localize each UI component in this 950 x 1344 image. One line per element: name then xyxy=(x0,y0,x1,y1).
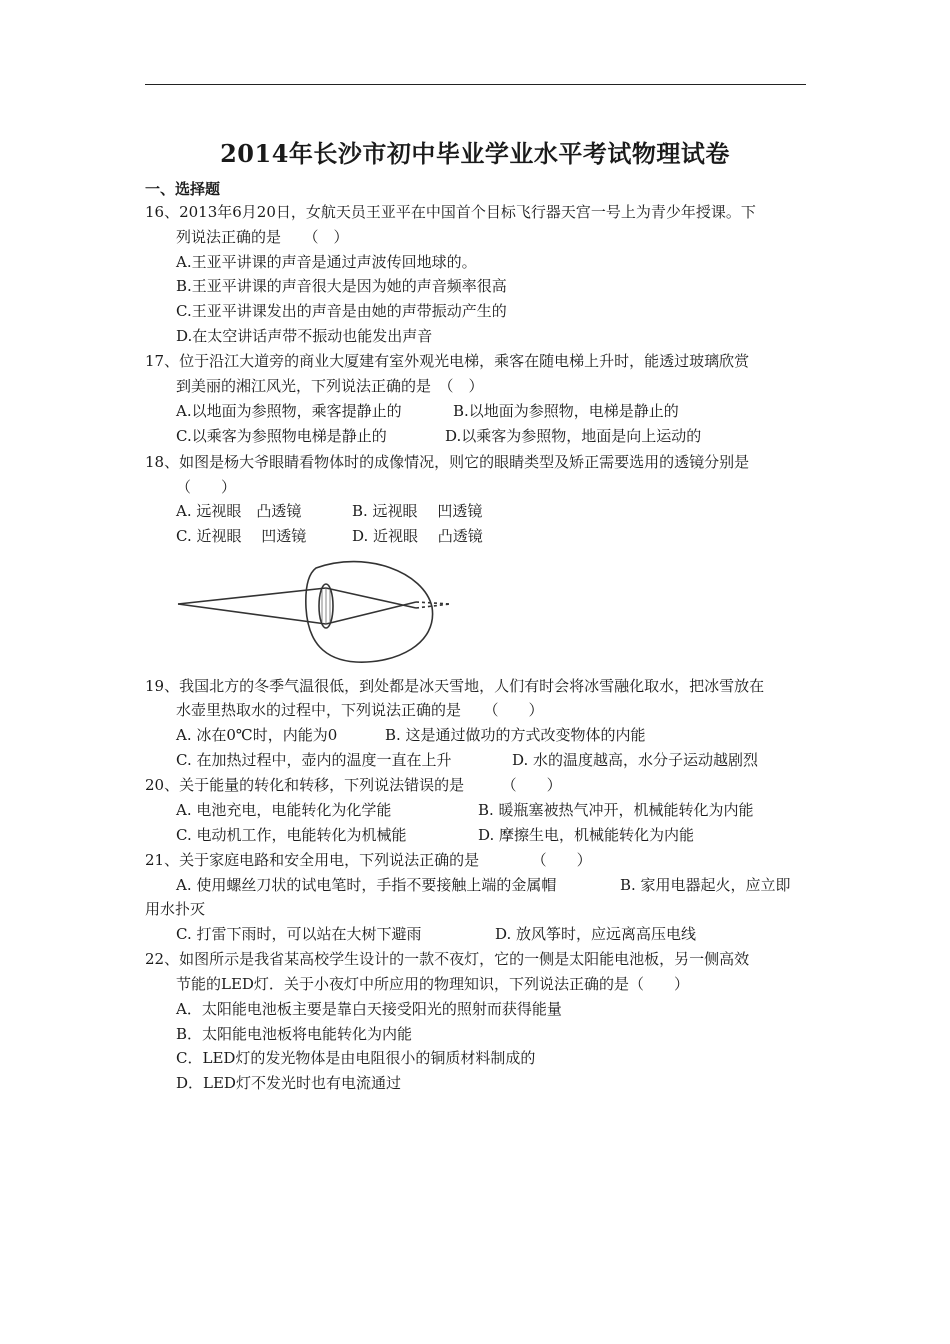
eyeball-outline xyxy=(306,562,433,663)
q22-option-d: D．LED灯不发光时也有电流通过 xyxy=(176,1074,401,1092)
q19-option-b: B. 这是通过做功的方式改变物体的内能 xyxy=(385,726,646,744)
q16-option-b: B.王亚平讲课的声音很大是因为她的声音频率很高 xyxy=(176,277,507,295)
q20-option-a: A. 电池充电，电能转化为化学能 xyxy=(176,801,392,819)
q16-option-d: D.在太空讲话声带不振动也能发出声音 xyxy=(176,327,433,345)
q21-option-c: C. 打雷下雨时，可以站在大树下避雨 xyxy=(176,925,422,943)
header-rule xyxy=(145,84,806,85)
q17-option-c: C.以乘客为参照物电梯是静止的 xyxy=(176,427,387,445)
q17-option-b: B.以地面为参照物，电梯是静止的 xyxy=(453,402,679,420)
q19-option-d: D. 水的温度越高，水分子运动越剧烈 xyxy=(512,751,759,769)
q17-option-d: D.以乘客为参照物，地面是向上运动的 xyxy=(445,427,702,445)
q22-stem: 22、如图所示是我省某高校学生设计的一款不夜灯，它的一侧是太阳能电池板，另一侧高效 xyxy=(145,950,750,968)
q19-option-c: C. 在加热过程中，壶内的温度一直在上升 xyxy=(176,751,452,769)
q20-option-b: B. 暖瓶塞被热气冲开，机械能转化为内能 xyxy=(478,801,754,819)
q21-option-b: B. 家用电器起火，应立即 xyxy=(620,876,791,894)
q19-stem-cont: 水壶里热取水的过程中，下列说法正确的是 （ ） xyxy=(176,701,544,719)
q18-option-d: D. 近视眼 凸透镜 xyxy=(352,527,483,545)
q18-option-a: A. 远视眼 凸透镜 xyxy=(176,502,302,520)
q21-option-b-cont: 用水扑灭 xyxy=(145,900,206,918)
q22-option-b: B．太阳能电池板将电能转化为内能 xyxy=(176,1025,413,1043)
light-ray-upper xyxy=(178,588,326,604)
q20-option-d: D. 摩擦生电，机械能转化为内能 xyxy=(478,826,695,844)
q22-option-c: C．LED灯的发光物体是由电阻很小的铜质材料制成的 xyxy=(176,1049,536,1067)
q21-stem: 21、关于家庭电路和安全用电，下列说法正确的是 （ ） xyxy=(145,851,592,869)
q16-option-a: A.王亚平讲课的声音是通过声波传回地球的。 xyxy=(176,253,477,271)
q22-stem-cont: 节能的LED灯．关于小夜灯中所应用的物理知识，下列说法正确的是（ ） xyxy=(176,975,689,993)
q18-stem: 18、如图是杨大爷眼睛看物体时的成像情况，则它的眼睛类型及矫正需要选用的透镜分别是 xyxy=(145,453,750,471)
q20-stem: 20、关于能量的转化和转移，下列说法错误的是 （ ） xyxy=(145,776,562,794)
q17-option-a: A.以地面为参照物，乘客提静止的 xyxy=(176,402,402,420)
q16-option-c: C.王亚平讲课发出的声音是由她的声带振动产生的 xyxy=(176,302,507,320)
q19-option-a: A. 冰在0℃时，内能为0 xyxy=(176,726,338,744)
q20-option-c: C. 电动机工作，电能转化为机械能 xyxy=(176,826,407,844)
q17-stem: 17、位于沿江大道旁的商业大厦建有室外观光电梯，乘客在随电梯上升时，能透过玻璃欣赏 xyxy=(145,352,750,370)
q21-option-d: D. 放风筝时，应远离高压电线 xyxy=(495,925,697,943)
q18-option-c: C. 近视眼 凹透镜 xyxy=(176,527,307,545)
q21-option-a: A. 使用螺丝刀状的试电笔时，手指不要接触上端的金属帽 xyxy=(176,876,557,894)
q19-stem: 19、我国北方的冬季气温很低，到处都是冰天雪地，人们有时会将冰雪融化取水，把冰雪放在 xyxy=(145,677,765,695)
ray-extension-upper xyxy=(416,604,450,608)
refracted-ray-lower xyxy=(326,602,416,624)
eye-diagram xyxy=(176,552,456,664)
q18-stem-cont: （ ） xyxy=(176,478,237,496)
light-ray-lower xyxy=(178,604,326,624)
q16-stem-cont: 列说法正确的是 （ ） xyxy=(176,228,349,246)
q22-option-a: A．太阳能电池板主要是靠白天接受阳光的照射而获得能量 xyxy=(176,1000,562,1018)
q17-stem-cont: 到美丽的湘江风光，下列说法正确的是 （ ） xyxy=(176,377,484,395)
q16-stem: 16、2013年6月20日，女航天员王亚平在中国首个目标飞行器天宫一号上为青少年授课。下 xyxy=(145,203,756,221)
exam-title: 2014年长沙市初中毕业学业水平考试物理试卷 xyxy=(220,139,730,168)
ray-extension-lower xyxy=(416,602,450,604)
q18-option-b: B. 远视眼 凹透镜 xyxy=(352,502,483,520)
section-heading: 一、选择题 xyxy=(145,180,221,198)
